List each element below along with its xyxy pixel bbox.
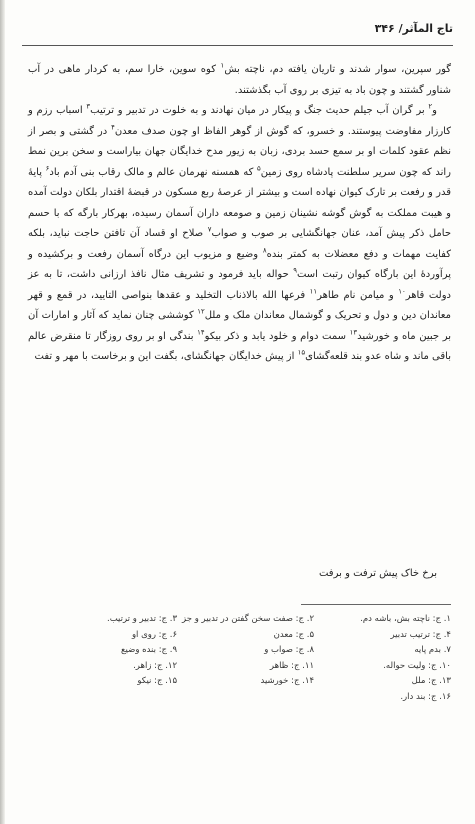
footnote: ۱۲. ج: زاهر. bbox=[133, 660, 178, 671]
footnote: ۴. ج: ترتیب تدبیر bbox=[390, 629, 451, 640]
footnote: ۱۱. ج: ظاهر bbox=[269, 660, 315, 671]
footnote bbox=[177, 690, 314, 706]
footnote-row bbox=[40, 659, 451, 675]
footnote-row bbox=[40, 643, 451, 659]
footnote-ref: ۶ bbox=[45, 164, 50, 173]
paragraph-text: صلاح او قساد آن تافتن حاجت نباید، بلکه کفایت مهمات و دفع معضلات به کمتر بنده bbox=[28, 228, 452, 260]
header-rule bbox=[22, 45, 453, 46]
page-header bbox=[22, 20, 453, 44]
footnote-row bbox=[40, 612, 451, 628]
paragraph-1 bbox=[28, 60, 451, 101]
paragraph-text: کوششی چنان نماید که آثار و امارات آن بر جبین ماه و خورشید bbox=[28, 310, 451, 342]
footnote-ref: ۱۰ bbox=[398, 287, 406, 296]
footnote: ۱۶. ج: بند دار. bbox=[400, 691, 451, 702]
footnote-ref: ۲ bbox=[428, 102, 433, 111]
footnote-ref: ۱۴ bbox=[197, 328, 205, 337]
footnote: ۶. ج: روی او bbox=[131, 629, 178, 640]
footnote-ref: ۱۱ bbox=[309, 287, 318, 296]
footnote: ۱۵. ج: نیکو bbox=[137, 676, 178, 686]
footnote-ref: ۱۳ bbox=[349, 328, 358, 337]
footnote: ۱۳. ج: ملل bbox=[411, 676, 451, 686]
paragraph-text: بر گران آب جیلم حدیث جنگ و پیکار در میان نهادند و به خلوت در تدبیر و ترتیب bbox=[90, 105, 429, 116]
running-head: تاج المآثر/ ۳۴۶ bbox=[374, 22, 453, 35]
footnote: ۳. ج: تدبیر و ترتیب. bbox=[107, 614, 178, 624]
footnote: ۲. ج: صفت سخن گفتن در تدبیر و جز bbox=[182, 614, 315, 624]
footnote-ref: ۳ bbox=[86, 102, 91, 111]
paragraph-text: در گشتی و بصر از نظم عقود کلمات او بر سمع حسد بردی، زبان به زیور مدح خدایگان جهان بیاراست و سخن برین نمط راند که چون سریر سلطنت پادشاه روی زمین bbox=[28, 125, 452, 178]
verse-hemistich-right: برخ خاک پیش ترفت و برفت bbox=[318, 568, 437, 579]
page-binding-edge bbox=[0, 0, 5, 824]
paragraph-text: بندگی او بر روی روزگار تا منقرض عالم باقی ماند و شاه عدو بند قلعه‌گشای bbox=[28, 330, 451, 362]
footnote-ref: ۷ bbox=[207, 225, 212, 234]
paragraph-text: و میامن نام طاهر bbox=[317, 289, 399, 301]
paragraph-text: پایهٔ قدر و رفعت بر تارک کیوان نهاده است و بیشتر از عرصهٔ ربع مسکون در قبضهٔ اقتدار بلکان دولت آمده و هیبت مملکت به گوش گوشه نشینان زمین و صومعه داران آسمان رسیده، بهرکار بارگه که با حسم حامل ذکر پیش آمد، عنان جهانگشایی بر صوب و صواب bbox=[28, 166, 452, 239]
footnote: ۸. ج: صواب و bbox=[264, 645, 315, 655]
main-text bbox=[28, 60, 451, 368]
paragraph-text: وضیع و مزیوب این درگاه آسمان رفعت و برکشیده و پرآوردهٔ این بارگاه کیوان رتبت است bbox=[28, 248, 451, 280]
footnote-ref: ۱ bbox=[220, 61, 225, 70]
footnote: ۱۴. ج: خورشید bbox=[260, 676, 315, 686]
paragraph-2 bbox=[28, 101, 451, 368]
footnote bbox=[40, 690, 177, 706]
paragraph-text: که همسنه نهرمان عالم و مالک رقاب بنی آدم باد bbox=[49, 166, 257, 178]
paragraph-text: گور سپرین، سوار شدند و تاریان یافته دم، ناچته بش bbox=[224, 64, 451, 75]
paragraph-text: حواله باید فرمود و تشریف مثال نافذ ارزانی داشت، تا به عز دولت قاهر bbox=[28, 269, 451, 301]
paragraph-text: فرعها الله بالاذناب التخلید و عقدها بنواصی التایید، در قمع و قهر معاندان دین و دول و تحریک و گوشمال معاندان ملک و ملل bbox=[28, 289, 451, 321]
footnote-ref: ۵ bbox=[257, 164, 261, 173]
footnote-row bbox=[40, 628, 451, 644]
footnote-row bbox=[40, 674, 451, 690]
footnote-ref: ۱۵ bbox=[297, 348, 306, 357]
footnote: ۱۰. ج: ولیت حواله. bbox=[383, 660, 451, 671]
footnote: ۱. ج: ناچته بش، باشه دم. bbox=[360, 614, 451, 624]
footnote-rule bbox=[301, 604, 451, 605]
footnote-row bbox=[40, 690, 451, 706]
paragraph-text: و bbox=[432, 105, 437, 116]
footnote-ref: ۴ bbox=[111, 123, 115, 132]
footnote: ۷. بدم پایه bbox=[414, 645, 451, 655]
footnote-ref: ۸ bbox=[262, 246, 267, 255]
paragraph-text: سمت دوام و خلود یابد و ذکر بیکو bbox=[204, 330, 350, 342]
footnote-ref: ۱۲ bbox=[197, 307, 205, 316]
footnotes bbox=[40, 612, 451, 705]
verse-line bbox=[28, 568, 451, 588]
footnote: ۵. ج: معدن bbox=[273, 629, 315, 640]
paragraph-text: اسباب رزم و کارزار مفاوضت پیوستند. و خسرو، که گوش از گوهر الفاظ او چون صدف معدن bbox=[28, 105, 451, 137]
paragraph-text: از پیش خدایگان جهانگشای، بگفت این و برخاست با مهر و تفت bbox=[34, 351, 298, 362]
paragraph-text: کوه سوین، خارا سم، به کردار ماهی در آب شناور گشتند و چون باد به تیزی بر روی آب بگذشتند. bbox=[28, 64, 451, 96]
footnote: ۹. ج: بنده وضیع bbox=[121, 645, 178, 655]
footnote-ref: ۹ bbox=[293, 266, 297, 275]
